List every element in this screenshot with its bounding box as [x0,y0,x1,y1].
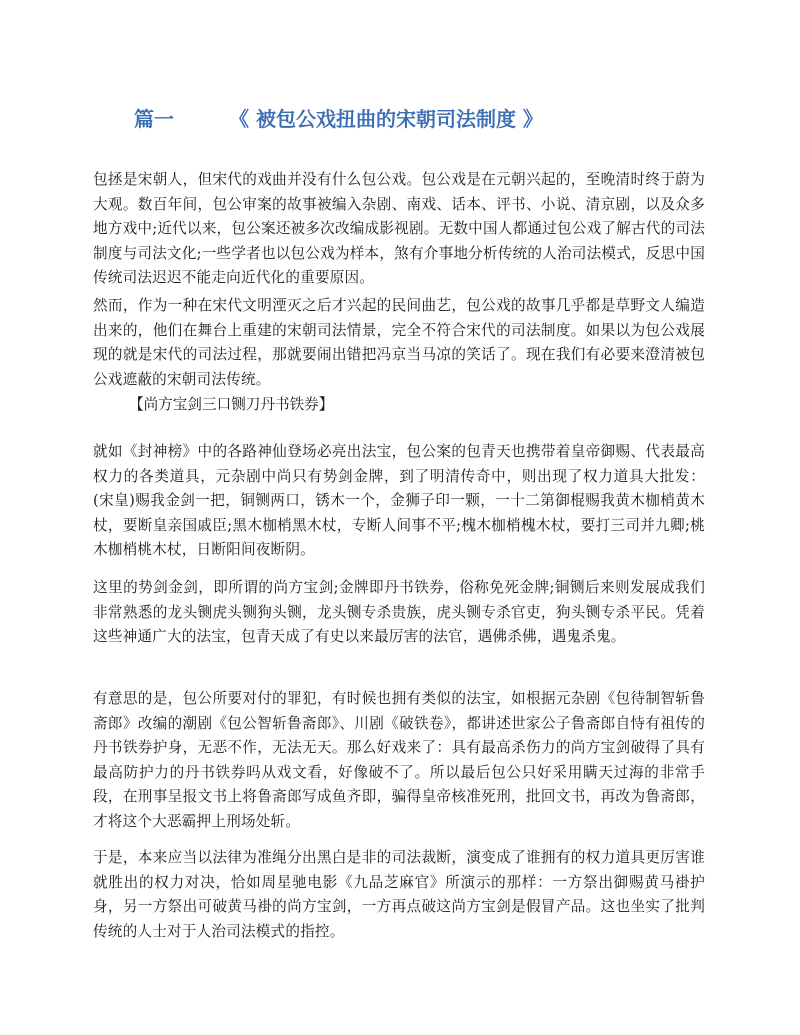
paragraph-6: 于是，本来应当以法律为准绳分出黑白是非的司法裁断，演变成了谁拥有的权力道具更厉害谁就胜出的权力对决，恰如周星驰电影《九品芝麻官》所演示的那样：一方祭出御赐黄马褂护身，另一方祭出可破黄马褂的尚方宝剑，一方再点破这尚方宝剑是假冒产品。这也坐实了批判传统的人士对于人治司法模式的指控。 [93,849,705,940]
chapter-label: 篇一 [134,107,174,131]
paragraph-3: 就如《封神榜》中的各路神仙登场必亮出法宝，包公案的包青天也携带着皇帝御赐、代表最高权力的各类道具，元杂剧中尚只有势剑金牌，到了明清传奇中，则出现了权力道具大批发：(宋皇)赐我金剑一把，铜铡两口，锈木一个，金狮子印一颗，一十二第御棍赐我黄木枷梢黄木杖，要断皇亲国戚臣;黑木枷梢黑木杖，专断人间事不平;槐木枷梢槐木杖，要打三司并九卿;桃木枷梢桃木杖，日断阳间夜断阴。 [93,443,705,558]
paragraph-5: 有意思的是，包公所要对付的罪犯，有时候也拥有类似的法宝，如根据元杂剧《包待制智斩鲁斋郎》改编的潮剧《包公智斩鲁斋郎》、川剧《破铁卷》，都讲述世家公子鲁斋郎自恃有祖传的丹书铁券护身，无恶不作，无法无天。那么好戏来了：具有最高杀伤力的尚方宝剑破得了具有最高防护力的丹书铁券吗从戏文看，好像破不了。所以最后包公只好采用瞒天过海的非常手段，在刑事呈报文书上将鲁斋郎写成鱼齐即，骗得皇帝核准死刑，批回文书，再改为鲁斋郎，才将这个大恶霸押上刑场处斩。 [93,690,705,830]
paragraph-2: 然而，作为一种在宋代文明湮灭之后才兴起的民间曲艺，包公戏的故事几乎都是草野文人编造出来的，他们在舞台上重建的宋朝司法情景，完全不符合宋代的司法制度。如果以为包公戏展现的就是宋代的司法过程，那就要闹出错把冯京当马凉的笑话了。现在我们有必要来澄清被包公戏遮蔽的宋朝司法传统。 [93,297,705,388]
document-title: 《 被包公戏扭曲的宋朝司法制度 》 [229,107,543,131]
paragraph-1: 包拯是宋朝人，但宋代的戏曲并没有什么包公戏。包公戏是在元朝兴起的，至晚清时终于蔚为大观。数百年间，包公审案的故事被编入杂剧、南戏、话本、评书、小说、清京剧，以及众多地方戏中;近代以来，包公案还被多次改编成影视剧。无数中国人都通过包公戏了解古代的司法制度与司法文化;一些学者也以包公戏为样本，煞有介事地分析传统的人治司法模式，反思中国传统司法迟迟不能走向近代化的重要原因。 [93,171,705,286]
document-heading [134,104,734,134]
paragraph-4: 这里的势剑金剑，即所谓的尚方宝剑;金牌即丹书铁券，俗称免死金牌;铜铡后来则发展成我们非常熟悉的龙头铡虎头铡狗头铡，龙头铡专杀贵族，虎头铡专杀官吏，狗头铡专杀平民。凭着这些神通广大的法宝，包青天成了有史以来最厉害的法官，遇佛杀佛，遇鬼杀鬼。 [93,579,705,645]
section-subheading: 【尚方宝剑三口铡刀丹书铁券】 [129,396,334,413]
